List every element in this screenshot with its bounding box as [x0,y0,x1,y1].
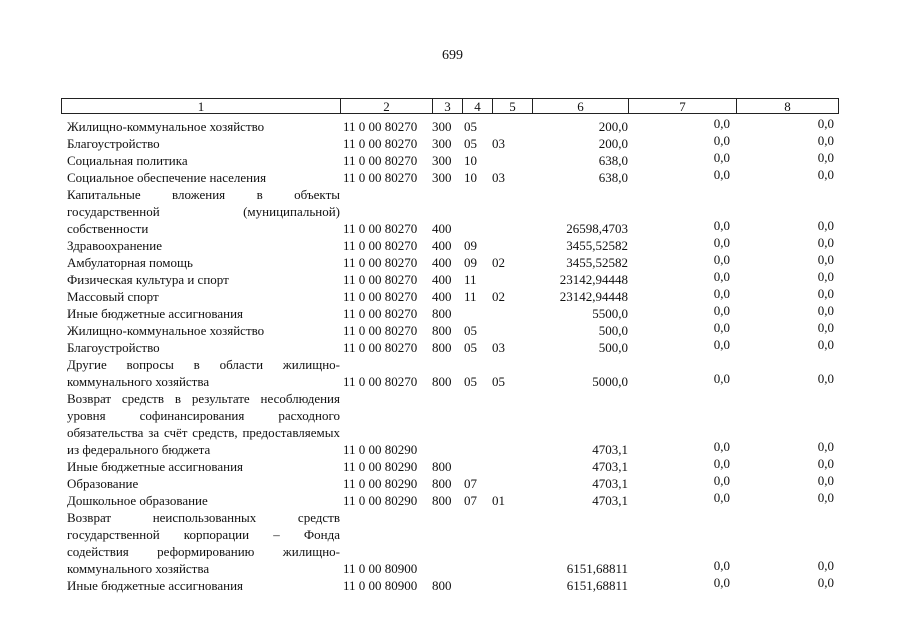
row-name: Жилищно-коммунальное хозяйство [67,323,265,338]
row-name: Социальное обеспечение населения [67,170,267,185]
row-name: Иные бюджетные ассигнования [67,459,244,474]
row-code: 11 0 00 80270 [343,374,418,389]
row-code: 11 0 00 80270 [343,221,418,236]
row-col-7: 0,0 [713,235,730,250]
page-number: 699 [442,48,463,63]
row-col-3: 300 [432,153,452,168]
row-code: 11 0 00 80900 [343,578,418,593]
row-col-7: 0,0 [713,490,730,505]
row-name: Благоустройство [67,340,160,355]
row-col-3: 800 [432,578,452,593]
row-col-3: 800 [432,459,452,474]
row-col-7: 0,0 [713,320,730,335]
row-code: 11 0 00 80270 [343,255,418,270]
row-col-4: 10 [464,153,477,168]
row-code: 11 0 00 80270 [343,289,418,304]
row-col-7: 0,0 [713,439,730,454]
header-col-4: 4 [462,99,492,113]
row-col-5: 02 [492,289,505,304]
row-code: 11 0 00 80290 [343,442,418,457]
row-col-4: 05 [464,136,477,151]
row-name: Возврат средств в результате несоблюдения уровня софинансирования расходного обязательства за счёт средств, предоставляемых из федерального бюджета [67,391,340,457]
row-name: Другие вопросы в области жилищно-коммунального хозяйства [67,357,340,389]
row-code: 11 0 00 80270 [343,238,418,253]
row-col-5: 03 [492,170,505,185]
row-col-5: 05 [492,374,505,389]
row-code: 11 0 00 80270 [343,153,418,168]
row-col-8: 0,0 [817,303,834,318]
table-row [61,577,839,594]
row-col-7: 0,0 [713,269,730,284]
header-col-3: 3 [432,99,462,113]
row-col-8: 0,0 [817,150,834,165]
row-col-8: 0,0 [817,235,834,250]
row-col-6: 4703,1 [592,476,628,491]
table-row [61,169,839,186]
row-col-7: 0,0 [713,456,730,471]
row-col-3: 800 [432,493,452,508]
row-name: Капитальные вложения в объекты государственной (муниципальной) собственности [67,187,340,236]
row-col-8: 0,0 [817,558,834,573]
table-header [61,98,839,114]
row-col-6: 638,0 [598,170,628,185]
row-name: Массовый спорт [67,289,159,304]
row-name: Иные бюджетные ассигнования [67,306,244,321]
row-col-4: 05 [464,340,477,355]
row-col-4: 11 [464,289,477,304]
row-name: Физическая культура и спорт [67,272,229,287]
row-col-6: 4703,1 [592,442,628,457]
row-col-7: 0,0 [713,303,730,318]
row-col-8: 0,0 [817,490,834,505]
row-col-8: 0,0 [817,456,834,471]
row-col-7: 0,0 [713,473,730,488]
table-row [61,492,839,509]
row-col-6: 6151,68811 [566,561,628,576]
row-col-6: 26598,4703 [566,221,628,236]
table-row [61,356,839,390]
row-col-3: 300 [432,119,452,134]
row-col-5: 03 [492,136,505,151]
row-col-7: 0,0 [713,371,730,386]
row-col-8: 0,0 [817,167,834,182]
header-col-5: 5 [492,99,532,113]
row-col-4: 05 [464,119,477,134]
row-col-3: 400 [432,289,452,304]
row-col-6: 4703,1 [592,459,628,474]
row-col-8: 0,0 [817,133,834,148]
row-name: Возврат неиспользованных средств государственной корпорации – Фонда содействия реформированию жилищно-коммунального хозяйства [67,510,340,576]
table-row [61,339,839,356]
table-body [61,118,839,594]
row-col-7: 0,0 [713,133,730,148]
row-name: Иные бюджетные ассигнования [67,578,244,593]
row-code: 11 0 00 80290 [343,459,418,474]
row-col-8: 0,0 [817,320,834,335]
row-col-8: 0,0 [817,337,834,352]
row-name: Социальная политика [67,153,188,168]
row-name: Амбулаторная помощь [67,255,193,270]
row-col-4: 07 [464,493,477,508]
row-code: 11 0 00 80290 [343,476,418,491]
row-code: 11 0 00 80270 [343,119,418,134]
row-name: Дошкольное образование [67,493,208,508]
row-col-7: 0,0 [713,286,730,301]
row-col-6: 3455,52582 [566,255,628,270]
row-col-3: 800 [432,323,452,338]
row-col-6: 200,0 [598,136,628,151]
row-col-4: 09 [464,238,477,253]
row-code: 11 0 00 80270 [343,323,418,338]
row-col-8: 0,0 [817,269,834,284]
row-col-4: 07 [464,476,477,491]
row-col-3: 800 [432,476,452,491]
row-code: 11 0 00 80900 [343,561,418,576]
row-col-4: 10 [464,170,477,185]
row-col-6: 500,0 [598,340,628,355]
table-row [61,186,839,237]
row-name: Жилищно-коммунальное хозяйство [67,119,265,134]
row-col-6: 638,0 [598,153,628,168]
row-col-7: 0,0 [713,150,730,165]
row-col-4: 05 [464,323,477,338]
row-col-6: 23142,94448 [559,272,628,287]
row-col-7: 0,0 [713,167,730,182]
header-col-2: 2 [340,99,432,113]
row-col-7: 0,0 [713,218,730,233]
row-col-4: 05 [464,374,477,389]
header-col-8: 8 [736,99,839,113]
row-code: 11 0 00 80270 [343,136,418,151]
row-col-7: 0,0 [713,337,730,352]
row-col-6: 6151,68811 [566,578,628,593]
row-col-8: 0,0 [817,371,834,386]
row-col-7: 0,0 [713,575,730,590]
row-col-4: 09 [464,255,477,270]
row-col-6: 5000,0 [592,374,628,389]
row-col-7: 0,0 [713,116,730,131]
row-col-7: 0,0 [713,558,730,573]
row-col-6: 200,0 [598,119,628,134]
row-col-5: 01 [492,493,505,508]
row-col-3: 800 [432,374,452,389]
row-col-8: 0,0 [817,473,834,488]
header-col-6: 6 [532,99,628,113]
row-name: Здравоохранение [67,238,162,253]
table-row [61,509,839,577]
row-col-8: 0,0 [817,116,834,131]
row-col-4: 11 [464,272,477,287]
row-col-3: 300 [432,136,452,151]
row-code: 11 0 00 80270 [343,306,418,321]
row-col-3: 400 [432,255,452,270]
header-col-7: 7 [628,99,736,113]
row-col-3: 800 [432,340,452,355]
row-col-3: 400 [432,238,452,253]
table-row [61,390,839,458]
row-name: Образование [67,476,139,491]
row-code: 11 0 00 80270 [343,170,418,185]
row-col-5: 02 [492,255,505,270]
row-col-5: 03 [492,340,505,355]
row-col-8: 0,0 [817,439,834,454]
row-col-3: 400 [432,221,452,236]
row-col-8: 0,0 [817,252,834,267]
row-col-3: 800 [432,306,452,321]
row-col-8: 0,0 [817,218,834,233]
row-col-6: 3455,52582 [566,238,628,253]
row-col-6: 500,0 [598,323,628,338]
row-col-6: 4703,1 [592,493,628,508]
header-col-1: 1 [61,99,340,113]
row-col-7: 0,0 [713,252,730,267]
row-col-6: 5500,0 [592,306,628,321]
row-code: 11 0 00 80290 [343,493,418,508]
row-name: Благоустройство [67,136,160,151]
row-col-8: 0,0 [817,575,834,590]
row-col-8: 0,0 [817,286,834,301]
row-col-6: 23142,94448 [559,289,628,304]
row-col-3: 400 [432,272,452,287]
row-code: 11 0 00 80270 [343,340,418,355]
row-code: 11 0 00 80270 [343,272,418,287]
row-col-3: 300 [432,170,452,185]
